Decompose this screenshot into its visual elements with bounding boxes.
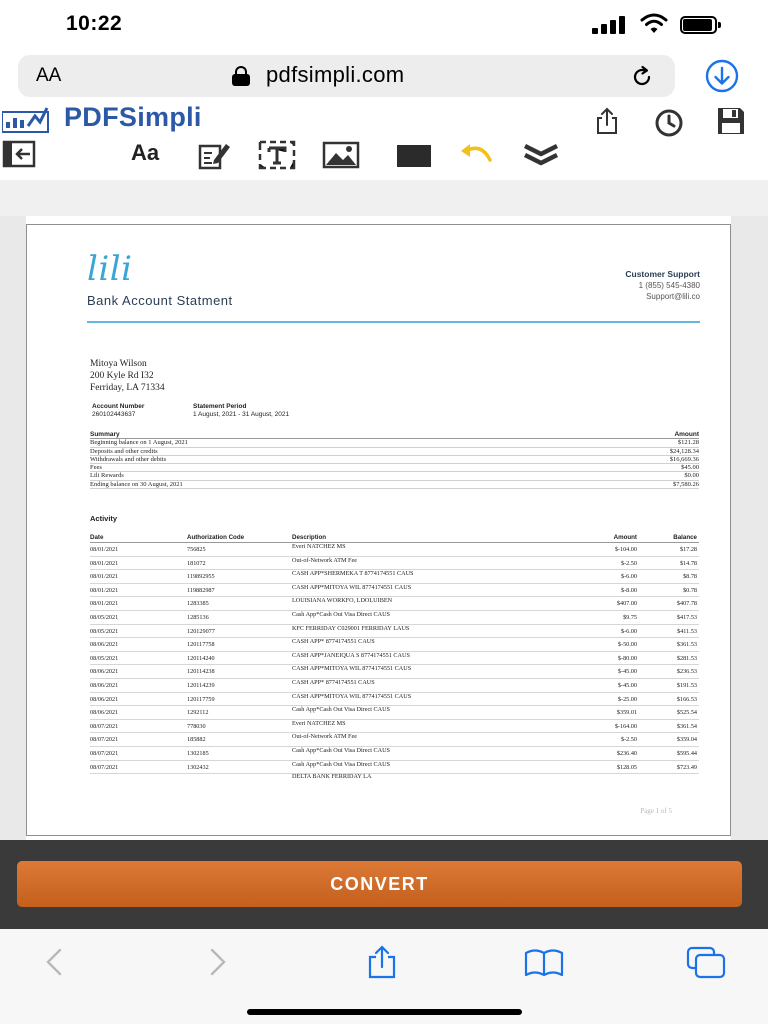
txn-description: Cash App*Cash Out Visa Direct CAUS: [292, 746, 390, 754]
account-number: 260102443637: [92, 411, 136, 418]
address-bar[interactable]: [18, 55, 675, 97]
col-description: Description: [292, 534, 327, 541]
txn-amount: $-2.50: [621, 559, 637, 567]
txn-amount: $-45.00: [617, 668, 637, 676]
txn-code: 1302185: [187, 749, 209, 757]
table-row: [90, 747, 699, 761]
txn-description: CASH APP* 8774174551 CAUS: [292, 678, 375, 686]
col-date: Date: [90, 534, 104, 541]
txn-code: 185882: [187, 736, 206, 744]
summary-item-label: Fees: [90, 464, 102, 472]
page-number: Page 1 of 5: [640, 807, 672, 815]
txn-amount: $359.01: [616, 709, 637, 717]
txn-amount: $-6.00: [621, 627, 637, 635]
expand-down-icon[interactable]: [520, 138, 562, 172]
summary-item-amount: $121.28: [677, 439, 699, 447]
txn-balance: $166.53: [676, 695, 697, 703]
txn-description: Cash App*Cash Out Visa Direct CAUS: [292, 610, 390, 618]
txn-amount: $-164.00: [614, 722, 637, 730]
table-row: [90, 625, 699, 639]
support-email: Support@lili.co: [646, 292, 700, 301]
table-row: [90, 733, 699, 747]
txn-amount: $-6.00: [621, 573, 637, 581]
txn-description: Out-of-Network ATM Fee: [292, 556, 357, 564]
summary-item-label: Deposits and other credits: [90, 447, 158, 455]
address-line: 200 Kyle Rd I32: [90, 371, 154, 381]
col-amount: Amount: [613, 534, 637, 541]
txn-amount: $-2.50: [621, 736, 637, 744]
txn-date: 08/07/2021: [90, 749, 119, 757]
txn-code: 1292112: [187, 709, 209, 717]
txn-code: 778030: [187, 722, 206, 730]
activity-table: [90, 533, 699, 774]
status-time: 10:22: [66, 12, 123, 35]
txn-description: KFC FERRIDAY C029001 FERRIDAY LAUS: [292, 624, 410, 632]
txn-balance: $595.44: [676, 749, 697, 757]
txn-balance: $14.78: [679, 559, 697, 567]
table-row: [90, 584, 699, 598]
txn-date: 08/07/2021: [90, 722, 119, 730]
account-number-label: Account Number: [92, 403, 145, 410]
share-icon[interactable]: [362, 945, 402, 979]
txn-amount: $-25.00: [617, 695, 637, 703]
txn-amount: $-8.00: [621, 586, 637, 594]
summary-item-label: Withdrawals and other debits: [90, 455, 167, 463]
txn-balance: $8.78: [683, 573, 697, 581]
summary-item-label: Lili Rewards: [90, 472, 124, 480]
txn-balance: $191.53: [676, 681, 697, 689]
txn-description: CASH APP*MITOYA WIL 8774174551 CAUS: [292, 665, 412, 673]
txn-description: Out-of-Network ATM Fee: [292, 733, 357, 741]
statement-heading: Bank Account Statment: [87, 293, 233, 308]
txn-description: Everi NATCHEZ MS: [292, 719, 346, 727]
col-balance: Balance: [673, 534, 697, 541]
header-divider: [87, 321, 700, 323]
cellular-signal-icon: [592, 16, 628, 34]
txn-date: 08/07/2021: [90, 736, 119, 744]
pdfsimpli-logo-icon: [2, 106, 50, 134]
txn-balance: $361.53: [676, 641, 697, 649]
summary-item-amount: $7,580.26: [673, 480, 699, 488]
convert-button[interactable]: CONVERT: [17, 861, 742, 907]
txn-code: 120114238: [187, 668, 215, 676]
table-row: [90, 597, 699, 611]
customer-address: [90, 358, 165, 394]
table-row: [90, 693, 699, 707]
statement-period: 1 August, 2021 - 31 August, 2021: [193, 411, 290, 418]
txn-date: 08/05/2021: [90, 613, 119, 621]
txn-date: 08/06/2021: [90, 641, 119, 649]
exit-icon[interactable]: [0, 138, 42, 172]
summary-row: [90, 481, 699, 489]
txn-balance: $525.54: [676, 709, 697, 717]
image-icon[interactable]: [320, 138, 362, 172]
edit-form-icon[interactable]: [196, 138, 238, 172]
txn-date: 08/07/2021: [90, 763, 119, 771]
txn-date: 08/05/2021: [90, 654, 119, 662]
brand-name: PDFSimpli: [64, 102, 202, 132]
txn-amount: $236.40: [616, 749, 637, 757]
col-authorization-code: Authorization Code: [187, 534, 245, 541]
txn-description: LOUISIANA WORKFO, LDOLUIBEN: [292, 597, 393, 605]
support-title: Customer Support: [625, 269, 700, 279]
customer-support-block: [625, 269, 700, 302]
activity-header-row: [90, 533, 699, 543]
txn-date: 08/01/2021: [90, 573, 119, 581]
statement-period-block: [193, 403, 289, 419]
txn-description: Cash App*Cash Out Visa Direct CAUS: [292, 760, 390, 768]
txn-code: 181072: [187, 559, 206, 567]
table-row: [90, 543, 699, 557]
txn-code: 120117759: [187, 695, 215, 703]
summary-item-amount: $0.00: [684, 472, 699, 480]
txn-description: CASH APP*JANEIQUA S 8774174551 CAUS: [292, 651, 410, 659]
text-size-button[interactable]: AA: [36, 65, 62, 86]
txn-balance: $236.53: [676, 668, 697, 676]
app-header: [0, 100, 768, 180]
txn-code: 120114239: [187, 681, 215, 689]
txn-description: CASH APP*MITOYA WIL 8774174551 CAUS: [292, 583, 412, 591]
txn-code: 1302432: [187, 763, 209, 771]
viewer-margin-right: [731, 216, 768, 840]
document-viewer-bg: [0, 180, 768, 216]
statement-period-label: Statement Period: [193, 403, 247, 410]
reload-icon[interactable]: [630, 65, 654, 89]
txn-amount: $-45.00: [617, 681, 637, 689]
summary-label: Summary: [90, 431, 120, 438]
text-box-icon[interactable]: [256, 138, 298, 172]
txn-amount: $407.00: [616, 600, 637, 608]
rectangle-icon[interactable]: [393, 138, 435, 172]
download-icon[interactable]: [702, 59, 742, 93]
txn-date: 08/01/2021: [90, 586, 119, 594]
txn-code: 120129077: [187, 627, 215, 635]
txn-date: 08/06/2021: [90, 668, 119, 676]
txn-description: CASH APP*SHERMEKA T 8774174551 CAUS: [292, 570, 414, 578]
txn-date: 08/06/2021: [90, 709, 119, 717]
home-indicator: [247, 1009, 522, 1015]
status-bar: [0, 0, 768, 50]
bookmarks-icon[interactable]: [524, 945, 564, 979]
battery-icon: [680, 16, 722, 34]
txn-balance: $417.53: [676, 613, 697, 621]
wifi-icon: [640, 12, 668, 34]
txn-code: 120117758: [187, 641, 215, 649]
viewer-margin-left: [0, 216, 26, 840]
table-row: [90, 665, 699, 679]
tabs-icon[interactable]: [686, 945, 726, 979]
txn-balance: $411.53: [677, 627, 697, 635]
txn-code: 756825: [187, 546, 206, 553]
txn-balance: $0.78: [683, 586, 697, 594]
table-row: [90, 720, 699, 734]
txn-balance: $723.49: [676, 763, 697, 771]
lili-logo: lili: [87, 249, 133, 289]
activity-heading: Activity: [90, 514, 118, 523]
summary-item-amount: $16,669.36: [669, 455, 699, 463]
undo-icon[interactable]: [456, 138, 498, 172]
txn-balance: $361.54: [676, 722, 697, 730]
summary-item-amount: $45.00: [681, 464, 699, 472]
save-icon[interactable]: [716, 106, 746, 136]
table-row: [90, 761, 699, 775]
account-number-block: [92, 403, 144, 419]
back-icon[interactable]: [34, 945, 74, 979]
txn-balance: $281.53: [676, 654, 697, 662]
url-text[interactable]: pdfsimpli.com: [266, 62, 405, 87]
convert-bar: [0, 840, 768, 929]
txn-code: 1283385: [187, 600, 209, 608]
txn-code: 119892955: [187, 573, 215, 581]
summary-row: [90, 448, 699, 456]
txn-amount: $-104.00: [614, 546, 637, 553]
address-line: Mitoya Wilson: [90, 359, 147, 369]
summary-item-label: Beginning balance on 1 August, 2021: [90, 439, 188, 447]
summary-header: [90, 431, 699, 439]
txn-description: Cash App*Cash Out Visa Direct CAUS: [292, 706, 390, 714]
trailing-description: DELTA BANK FERRIDAY LA: [292, 773, 372, 780]
txn-date: 08/05/2021: [90, 627, 119, 635]
txn-date: 08/01/2021: [90, 600, 119, 608]
txn-balance: $17.28: [679, 546, 697, 553]
table-row: [90, 706, 699, 720]
txn-balance: $407.78: [676, 600, 697, 608]
txn-balance: $359.04: [676, 736, 697, 744]
summary-table: [90, 431, 699, 489]
summary-item-amount: $24,128.34: [669, 447, 699, 455]
txn-code: 120114240: [187, 654, 215, 662]
txn-amount: $-50.00: [617, 641, 637, 649]
text-tool[interactable]: Aa: [131, 140, 160, 165]
summary-row: [90, 439, 699, 447]
address-line: Ferriday, LA 71334: [90, 383, 165, 393]
lock-icon: [232, 66, 250, 86]
txn-date: 08/06/2021: [90, 695, 119, 703]
summary-row: [90, 472, 699, 480]
txn-amount: $128.05: [616, 763, 637, 771]
support-phone: 1 (855) 545-4380: [638, 281, 700, 290]
txn-description: CASH APP* 8774174551 CAUS: [292, 638, 375, 646]
summary-item-label: Ending balance on 30 August, 2021: [90, 480, 183, 488]
txn-code: 119882987: [187, 586, 215, 594]
summary-row: [90, 456, 699, 464]
share-icon[interactable]: [592, 106, 622, 136]
forward-icon[interactable]: [198, 945, 238, 979]
pdf-page[interactable]: [26, 224, 731, 836]
txn-date: 08/06/2021: [90, 681, 119, 689]
summary-row: [90, 464, 699, 472]
txn-description: CASH APP*MITOYA WIL 8774174551 CAUS: [292, 692, 412, 700]
history-icon[interactable]: [654, 108, 684, 138]
txn-code: 1285136: [187, 613, 209, 621]
txn-amount: $-80.00: [617, 654, 637, 662]
browser-toolbar: [0, 929, 768, 1024]
txn-date: 08/01/2021: [90, 546, 119, 553]
txn-amount: $9.75: [623, 613, 637, 621]
txn-description: Everi NATCHEZ MS: [292, 543, 346, 550]
amount-label: Amount: [674, 431, 699, 438]
txn-date: 08/01/2021: [90, 559, 119, 567]
